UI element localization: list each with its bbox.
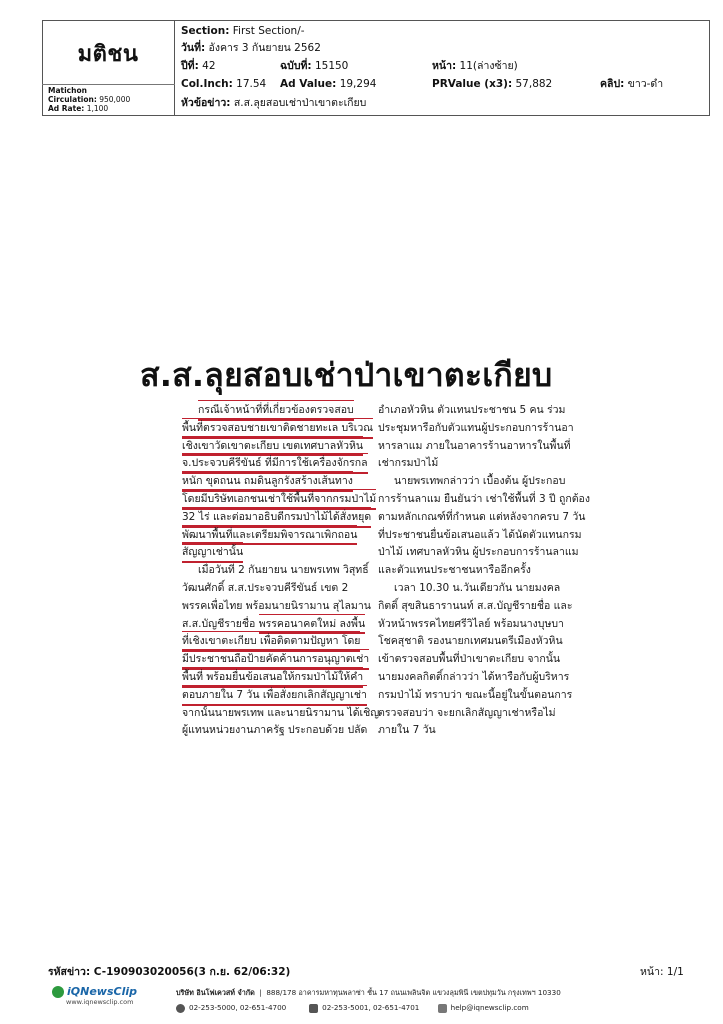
column-2-line: ที่ประชาชนยื่นข้อเสนอแล้ว ได้นัดตัวแทนกรม bbox=[378, 528, 582, 541]
column-2-line: กรมป่าไม้ ทราบว่า ขณะนี้อยู่ในขั้นตอนการ bbox=[378, 688, 573, 701]
column-2-line: เข้าตรวจสอบพื้นที่ป่าเขาตะเกียบ จากนั้น bbox=[378, 653, 561, 666]
prvalue-field: PRValue (x3): 57,882 bbox=[432, 78, 553, 90]
column-1-line: 32 ไร่ และต่อมาอธิบดีกรมป่าไม้ได้สั่งหยุด bbox=[182, 509, 372, 527]
column-2-line: ตามหลักเกณฑ์ที่กำหนด แต่หลังจากครบ 7 วัน bbox=[378, 510, 586, 523]
date-field: วันที่: อังคาร 3 กันยายน 2562 bbox=[181, 42, 321, 54]
column-1-line: หนัก ขุดถนน ถมดินลูกรังสร้างเส้นทาง bbox=[182, 473, 372, 491]
column-2-line: นายพรเทพกล่าวว่า เบื้องต้น ผู้ประกอบ bbox=[394, 475, 566, 488]
column-1-line: ที่เชิงเขาตะเกียบ เพื่อติดตามปัญหา โดย bbox=[182, 633, 372, 651]
column-2-line: หัวหน้าพรรคไทยศรีวิไลย์ พร้อมนางบุษบา bbox=[378, 617, 564, 630]
advalue-field: Ad Value: 19,294 bbox=[280, 78, 377, 90]
column-2-line: และตัวแทนประชาชนหารืออีกครั้ง bbox=[378, 564, 531, 577]
brand-url: www.iqnewsclip.com bbox=[66, 998, 134, 1006]
footer-company-line: บริษัท อินโฟเควสท์ จำกัด | 888/178 อาคารมหาทุนพลาซ่า ชั้น 17 ถนนเพลินจิต แขวงลุมพินี เขตปทุมวัน กรุงเทพฯ 10330 bbox=[176, 988, 561, 997]
section-field: Section: First Section/- bbox=[181, 25, 305, 37]
footer-phone: 02-253-5000, 02-651-4700 bbox=[189, 1003, 287, 1012]
column-1-line: จ.ประจวบคีรีขันธ์ ที่มีการใช้เครื่องจักรกล bbox=[182, 455, 372, 473]
article-column-1 bbox=[182, 402, 380, 740]
column-1-line: พื้นที่ตรวจสอบชายเขาติดชายทะเล บริเวณ bbox=[182, 420, 372, 438]
column-1-line: พรรคเพื่อไทย พร้อมนายนิรามาน สุไลมาน bbox=[182, 599, 371, 612]
publication-name: Matichon bbox=[48, 86, 87, 95]
column-2-line: โชคสุชาติ รองนายกเทศมนตรีเมืองหัวหิน bbox=[378, 635, 563, 648]
issue-field: ฉบับที่: 15150 bbox=[280, 60, 349, 72]
colinch-field: Col.Inch: 17.54 bbox=[181, 78, 267, 90]
footer-fax: 02-253-5001, 02-651-4701 bbox=[322, 1003, 420, 1012]
column-2-line: ป่าไม้ เทศบาลหัวหิน ผู้ประกอบการร้านลาแม bbox=[378, 546, 579, 559]
column-2-line: อำเภอหัวหิน ตัวแทนประชาชน 5 คน ร่วม bbox=[378, 404, 566, 416]
column-1-line: สัญญาเช่านั้น bbox=[182, 544, 372, 562]
news-code: รหัสข่าว: C-190903020056(3 ก.ย. 62/06:32) bbox=[48, 966, 291, 978]
column-1-line: เชิงเขาวัดเขาตะเกียบ เขตเทศบาลหัวหิน bbox=[182, 438, 372, 456]
header-divider bbox=[174, 20, 175, 116]
column-2-line: ประชุมหารือกับตัวแทนผู้ประกอบการร้านอา bbox=[378, 421, 574, 434]
column-1-line: โดยมีบริษัทเอกชนเช่าใช้พื้นที่จากกรมป่าไม้ bbox=[182, 491, 372, 509]
headline-field: หัวข้อข่าว: ส.ส.ลุยสอบเช่าป่าเขาตะเกียบ bbox=[181, 97, 367, 109]
column-1-line: ส.ส.บัญชีรายชื่อ พรรคอนาคตใหม่ ลงพื้น bbox=[182, 616, 372, 634]
footer-page: หน้า: 1/1 bbox=[640, 966, 684, 978]
header-logo-divider bbox=[42, 84, 175, 85]
column-1-line: ตอบภายใน 7 วัน เพื่อสั่งยกเลิกสัญญาเช่า bbox=[182, 687, 372, 705]
year-field: ปีที่: 42 bbox=[181, 60, 216, 72]
column-1-line: วัฒนศักดิ์ ส.ส.ประจวบคีรีขันธ์ เขต 2 bbox=[182, 581, 349, 594]
column-2-line: นายมงคลกิตติ์กล่าวว่า ได้หารือกับผู้บริหาร bbox=[378, 670, 570, 683]
column-2-line: ตรวจสอบว่า จะยกเลิกสัญญาเช่าหรือไม่ bbox=[378, 706, 556, 719]
clip-field: คลิป: ขาว-ดำ bbox=[600, 78, 664, 90]
publication-logo: มติชน bbox=[77, 42, 139, 67]
fax-icon bbox=[309, 1004, 318, 1013]
column-1-line: มีประชาชนถือป้ายคัดค้านการอนุญาตเช่า bbox=[182, 651, 372, 669]
email-icon bbox=[438, 1004, 447, 1013]
phone-icon bbox=[176, 1004, 185, 1013]
footer-email: help@iqnewsclip.com bbox=[450, 1003, 529, 1012]
column-2-line: เวลา 10.30 น.วันเดียวกัน นายมงคล bbox=[394, 581, 561, 594]
article-headline: ส.ส.ลุยสอบเช่าป่าเขาตะเกียบ bbox=[140, 356, 553, 394]
circulation: Circulation: 950,000 bbox=[48, 95, 131, 104]
column-1-line: เมื่อวันที่ 2 กันยายน นายพรเทพ วิสุทธิ์ bbox=[198, 564, 369, 577]
column-2-line: เช่ากรมป่าไม้ bbox=[378, 457, 439, 470]
column-2-line: การร้านลาแม ยืนยันว่า เช่าใช้พื้นที่ 3 ปี ถูกต้อง bbox=[378, 492, 590, 505]
iqnewsclip-logo: iQNewsClip www.iqnewsclip.com bbox=[52, 985, 160, 1015]
column-1-line: พัฒนาพื้นที่และเตรียมพิจารณาเพิกถอน bbox=[182, 527, 372, 545]
footer-contact-line bbox=[176, 1003, 529, 1013]
column-2-line: หารลาแม ภายในอาคารร้านอาหารในพื้นที่ bbox=[378, 439, 571, 452]
page-field: หน้า: 11(ล่างซ้าย) bbox=[432, 60, 518, 72]
column-1-line: กรณีเจ้าหน้าที่ที่เกี่ยวข้องตรวจสอบ bbox=[182, 402, 372, 420]
column-1-line: จากนั้นนายพรเทพ และนายนิรามาน ได้เชิญ bbox=[182, 706, 380, 719]
ad-rate: Ad Rate: 1,100 bbox=[48, 104, 109, 113]
column-2-line: ภายใน 7 วัน bbox=[378, 724, 436, 737]
clip-icon bbox=[52, 986, 64, 998]
article-column-2 bbox=[378, 402, 590, 740]
column-1-line: ผู้แทนหน่วยงานภาครัฐ ประกอบด้วย ปลัด bbox=[182, 724, 368, 737]
column-2-line: กิตติ์ สุขสินธารานนท์ ส.ส.บัญชีรายชื่อ และ bbox=[378, 599, 573, 612]
column-1-line: พื้นที่ พร้อมยื่นข้อเสนอให้กรมป่าไม้ให้คำ bbox=[182, 669, 372, 687]
